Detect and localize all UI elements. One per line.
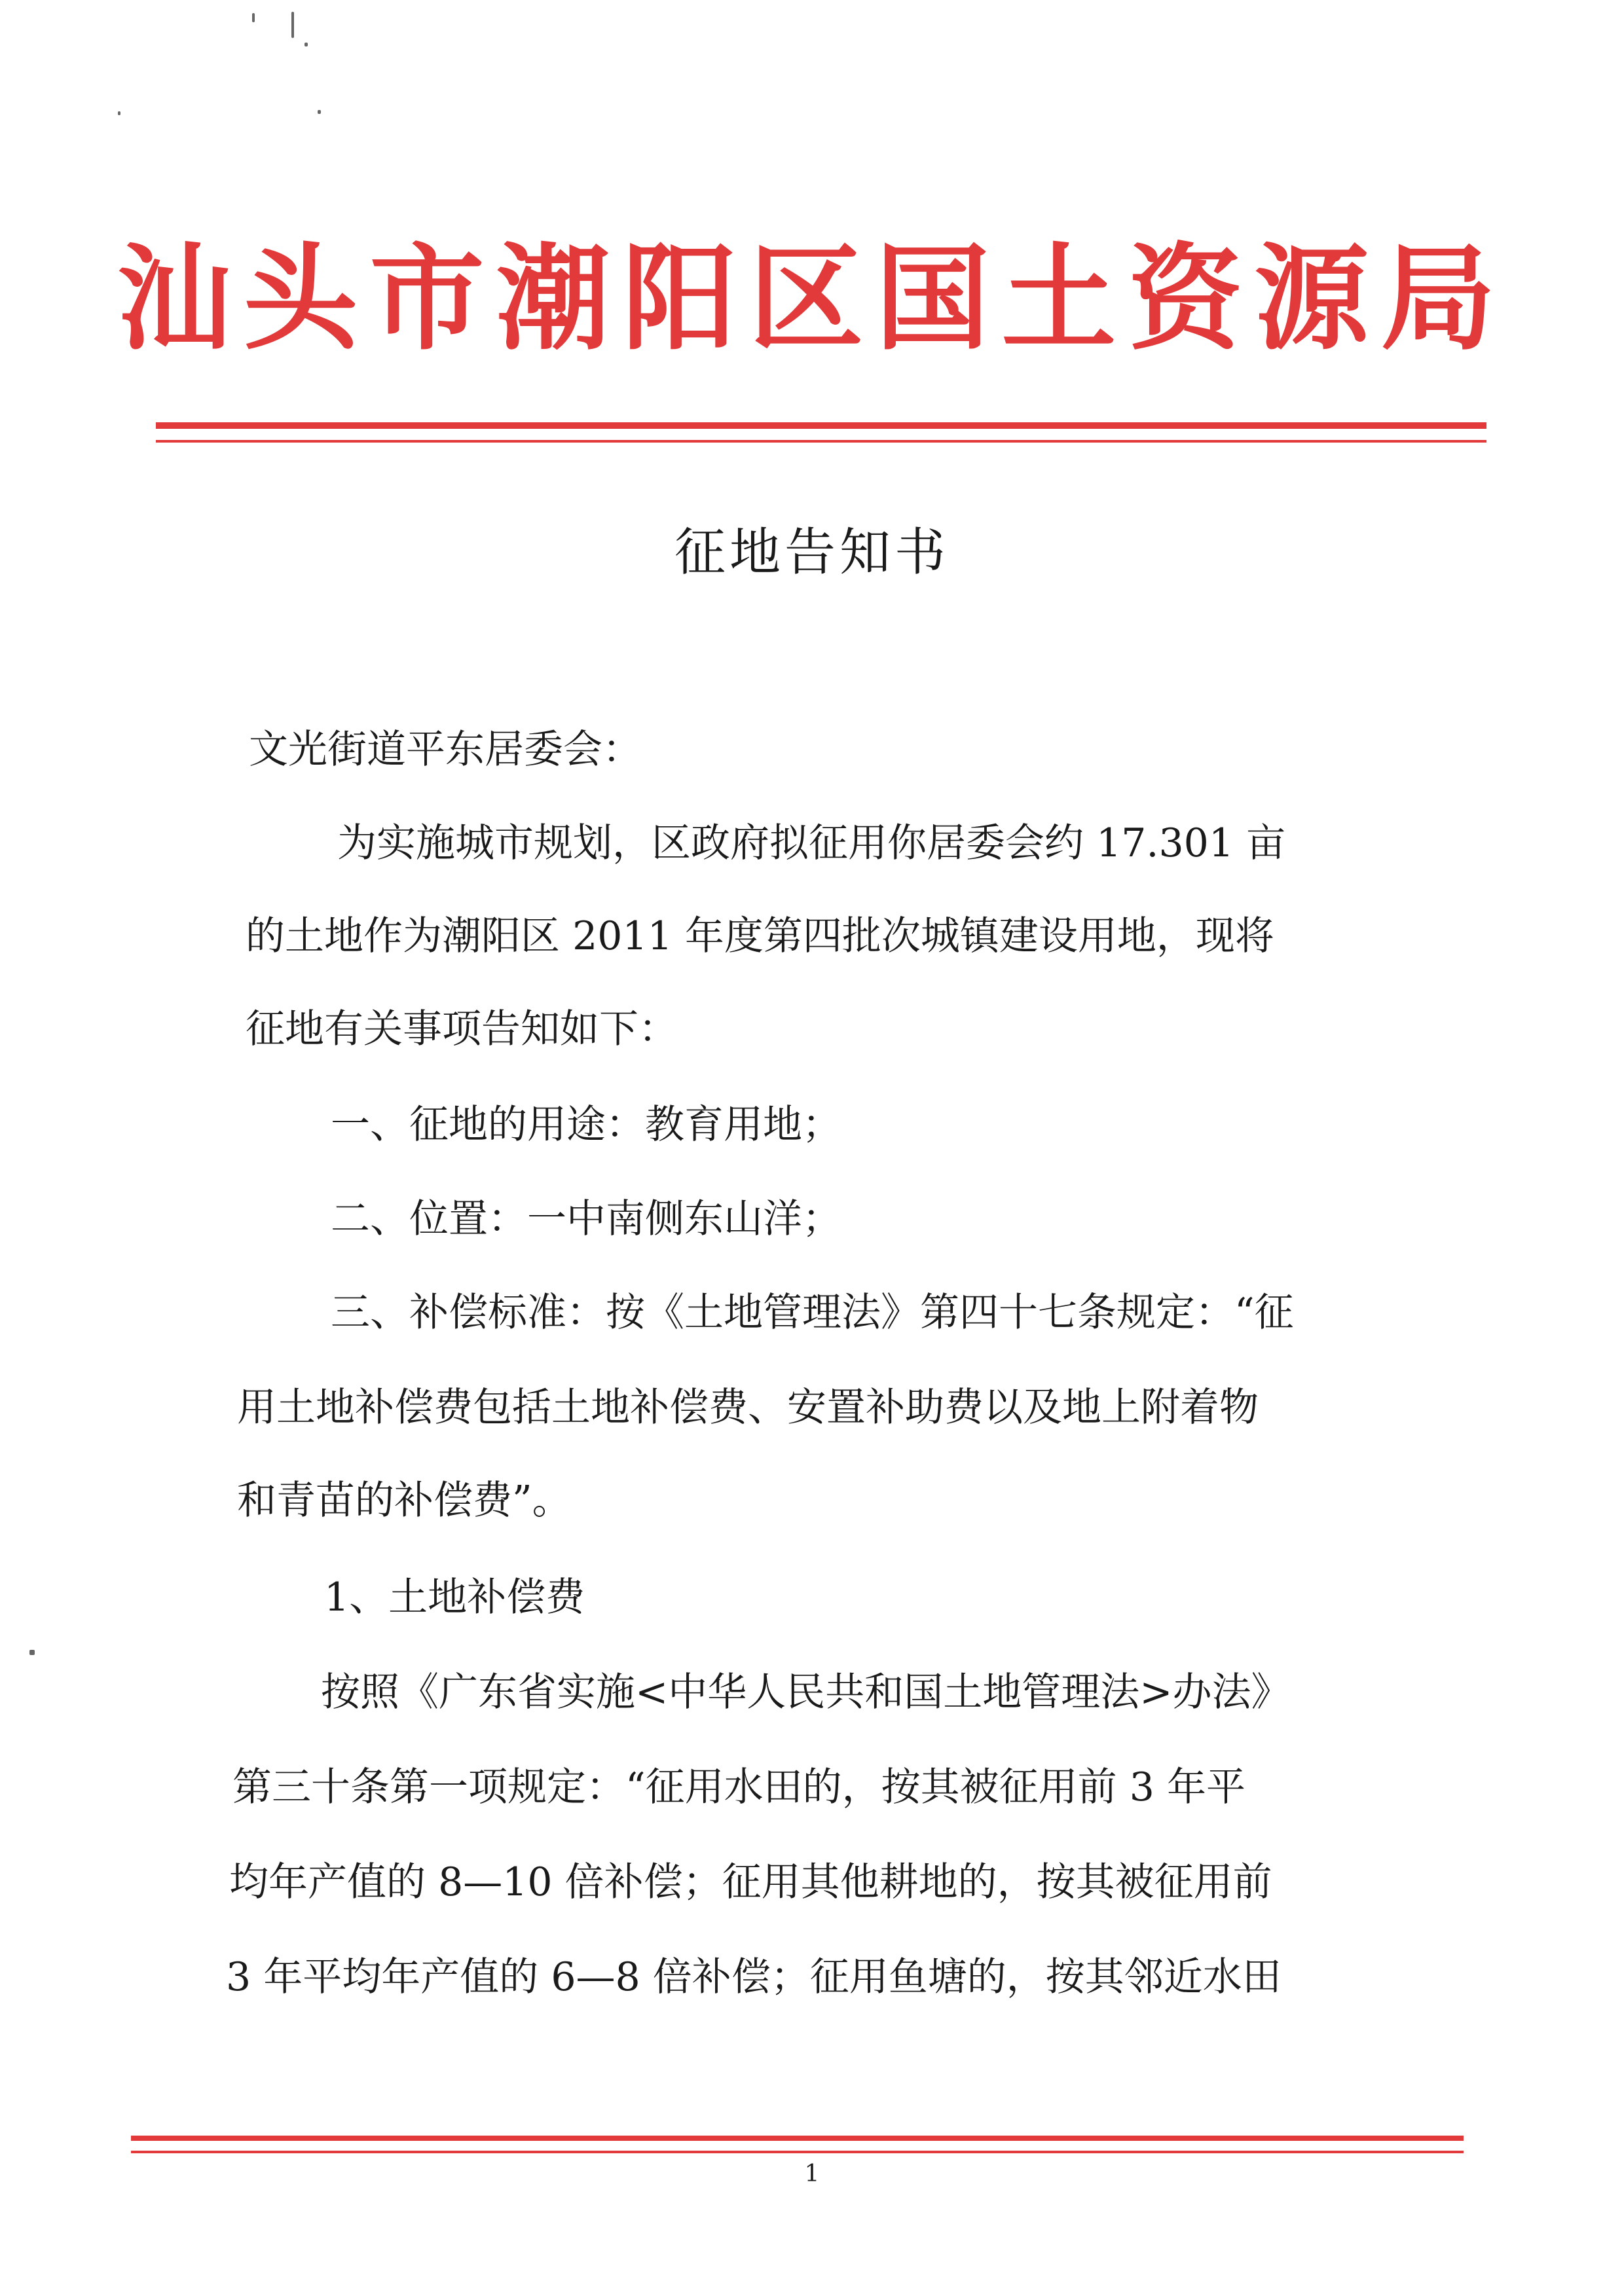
section-heading: 1、土地补偿费 xyxy=(324,1575,585,1620)
body-line: 一、征地的用途：教育用地； xyxy=(331,1102,841,1148)
footer-rule-thick xyxy=(131,2136,1464,2141)
page-number: 1 xyxy=(804,2160,820,2187)
body-line: 第三十条第一项规定：“征用水田的，按其被征用前 3 年平 xyxy=(232,1764,1246,1810)
body-line: 为实施城市规划，区政府拟征用你居委会约 17.301 亩 xyxy=(337,820,1286,866)
scan-speck xyxy=(252,13,255,22)
body-line: 征地有关事项告知如下： xyxy=(246,1006,678,1052)
scan-speck xyxy=(291,12,294,38)
body-line: 三、补偿标准：按《土地管理法》第四十七条规定：“征 xyxy=(331,1290,1294,1336)
footer-rule-thin xyxy=(131,2151,1464,2153)
addressee-line: 文光街道平东居委会： xyxy=(249,727,642,773)
scan-speck xyxy=(318,110,321,114)
body-line: 用土地补偿费包括土地补偿费、安置补助费以及地上附着物 xyxy=(237,1385,1259,1430)
letterhead-title: 汕头市潮阳区国土资源局 xyxy=(117,233,1507,366)
body-line: 均年产值的 8—10 倍补偿；征用其他耕地的，按其被征用前 xyxy=(229,1859,1272,1905)
scan-speck xyxy=(118,111,120,115)
scan-speck xyxy=(29,1650,35,1655)
letterhead-rule-thin xyxy=(156,440,1486,443)
body-line: 的土地作为潮阳区 2011 年度第四批次城镇建设用地，现将 xyxy=(246,913,1274,959)
document-title: 征地告知书 xyxy=(674,523,950,582)
body-line: 二、位置：一中南侧东山洋； xyxy=(331,1196,841,1242)
body-line: 按照《广东省实施<中华人民共和国土地管理法>办法》 xyxy=(321,1669,1291,1715)
body-line: 3 年平均年产值的 6—8 倍补偿；征用鱼塘的，按其邻近水田 xyxy=(226,1954,1282,2000)
letterhead-rule-thick xyxy=(156,422,1486,429)
scan-speck xyxy=(304,43,308,46)
body-line: 和青苗的补偿费”。 xyxy=(237,1478,572,1523)
